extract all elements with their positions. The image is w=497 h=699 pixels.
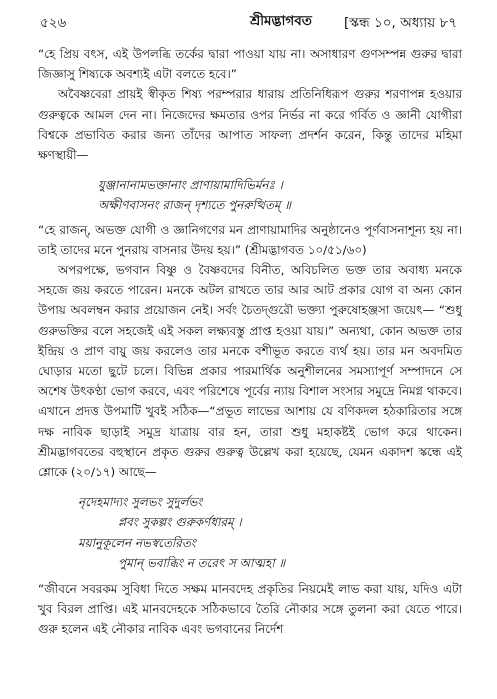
verse-line: পুমান্ ভবাব্ধিং ন তরেৎ স আত্মহা ॥ [118, 555, 286, 570]
verse-line: নৃদেহমাদ্যং সুলভং সুদুর্লভং [78, 495, 203, 510]
page-body [38, 44, 462, 640]
chapter-reference: [স্কন্ধ ১০, অধ্যায় ৮৭ [344, 15, 457, 31]
paragraph-translation-2: “জীবনে সবরকম সুবিধা দিতে সক্ষম মানবদেহ প্রকৃতির নিয়মেই লাভ করা যায়, যদিও এটা খুব বিরল প্রাপ্তি। এই মানবদেহকে সঠিকভাবে তৈরি নৌকার সঙ্গে তুলনা করা যেতে পারে। গুরু হলেন এই নৌকার নাবিক এবং ভগবানের নির্দেশ [38, 582, 462, 637]
book-title: শ্রীমদ্ভাগবত [250, 13, 312, 29]
verse-line: অক্ষীণবাসনং রাজন্ দৃশ্যতে পুনরুত্থিতম্ ॥ [98, 198, 291, 213]
paragraph-translation-1: “হে রাজন্, অভক্ত যোগী ও জ্ঞানিগণের মন প্রাণায়ামাদির অনুষ্ঠানেও পূর্ণবাসনাশূন্য হয় না। তাই তাদের মনে পুনরায় বাসনার উদয় হয়।” (শ্রীমদ্ভাগবত ১০/৫১/৬০) [38, 222, 462, 257]
page-header [40, 8, 457, 32]
verse-line: যুঞ্জানানামভক্তানাং প্রাণায়ামাদিভির্মনঃ । [98, 178, 283, 193]
paragraph-2: অবৈষ্ণবেরা প্রায়ই স্বীকৃত শিষ্য পরম্পরার ধারায় প্রতিনিধিরূপ গুরুর শরণাপন্ন হওয়ার গুরুত্বকে আমল দেন না। নিজেদের ক্ষমতার ওপর নির্ভর না করে গর্বিত ও জ্ঞানী যোগীরা বিশ্বকে প্রভাবিত করার জন্য তাঁদের আপাত সাফল্য প্রদর্শন করেন, কিন্তু তাদের মহিমা ক্ষণস্থায়ী— [38, 87, 462, 163]
paragraph-3: অপরপক্ষে, ভগবান বিষ্ণু ও বৈষ্ণবদের বিনীত, অবিচলিত ভক্ত তার অবাধ্য মনকে সহজে জয় করতে পারেন। মনকে অটল রাখতে তার আর আট প্রকার যোগ বা অন্য কোন উপায় অবলম্বন করার প্রয়োজন নেই। সর্বং চৈতদ্গুরৌ ভক্ত্যা পুরুষোহঞ্জসা জয়েৎ— “শুধু গুরুভক্তির বলে সহজেই এই সকল লক্ষ্যবস্তু প্রাপ্ত হওয়া যায়।” অন্যথা, কোন অভক্ত তার ইন্দ্রিয় ও প্রাণ বায়ু জয় করলেও তার মনকে বশীভূত করতে ব্যর্থ হয়। তার মন অবদমিত ঘোড়ার মতো ছুটে চলে। বিভিন্ন প্রকার পারমার্থিক অনুশীলনের সমস্যাপূর্ণ সম্পাদনে সে অশেষ উৎকণ্ঠা ভোগ করবে, এবং পরিশেষে পূর্বের ন্যায় বিশাল সংসার সমুদ্রে নিমগ্ন থাকবে। এখানে প্রদত্ত উপমাটি খুবই সঠিক—“প্রভূত লাভের আশায় যে বণিকদল হঠকারিতার সঙ্গে দক্ষ নাবিক ছাড়াই সমুদ্র যাত্রায় বার হন, তারা শুধু মহাকষ্টই ভোগ করে থাকেন। শ্রীমদ্ভাগবতের বহুস্থানে প্রকৃত গুরুর গুরুত্ব উল্লেখ করা হয়েছে, যেমন একাদশ স্কন্ধে এই শ্লোকে (২০/১৭) আছে— [38, 263, 462, 480]
verse-block-2 [38, 492, 462, 573]
page-number: ৫২৬ [40, 15, 67, 31]
paragraph-quote-1: “হে প্রিয় বৎস, এই উপলব্ধি তর্কের দ্বারা পাওয়া যায় না। অসাধারণ গুণসম্পন্ন গুরুর দ্বারা জিজ্ঞাসু শিষ্যকে অবশ্যই এটা বলতে হবে।” [38, 47, 462, 82]
verse-line: ময়ানুকূলেন নভস্বতেরিতং [78, 535, 196, 550]
verse-line: প্লবং সুকল্পং গুরুকর্ণধারম্ । [118, 515, 242, 530]
verse-block-1 [38, 175, 462, 215]
